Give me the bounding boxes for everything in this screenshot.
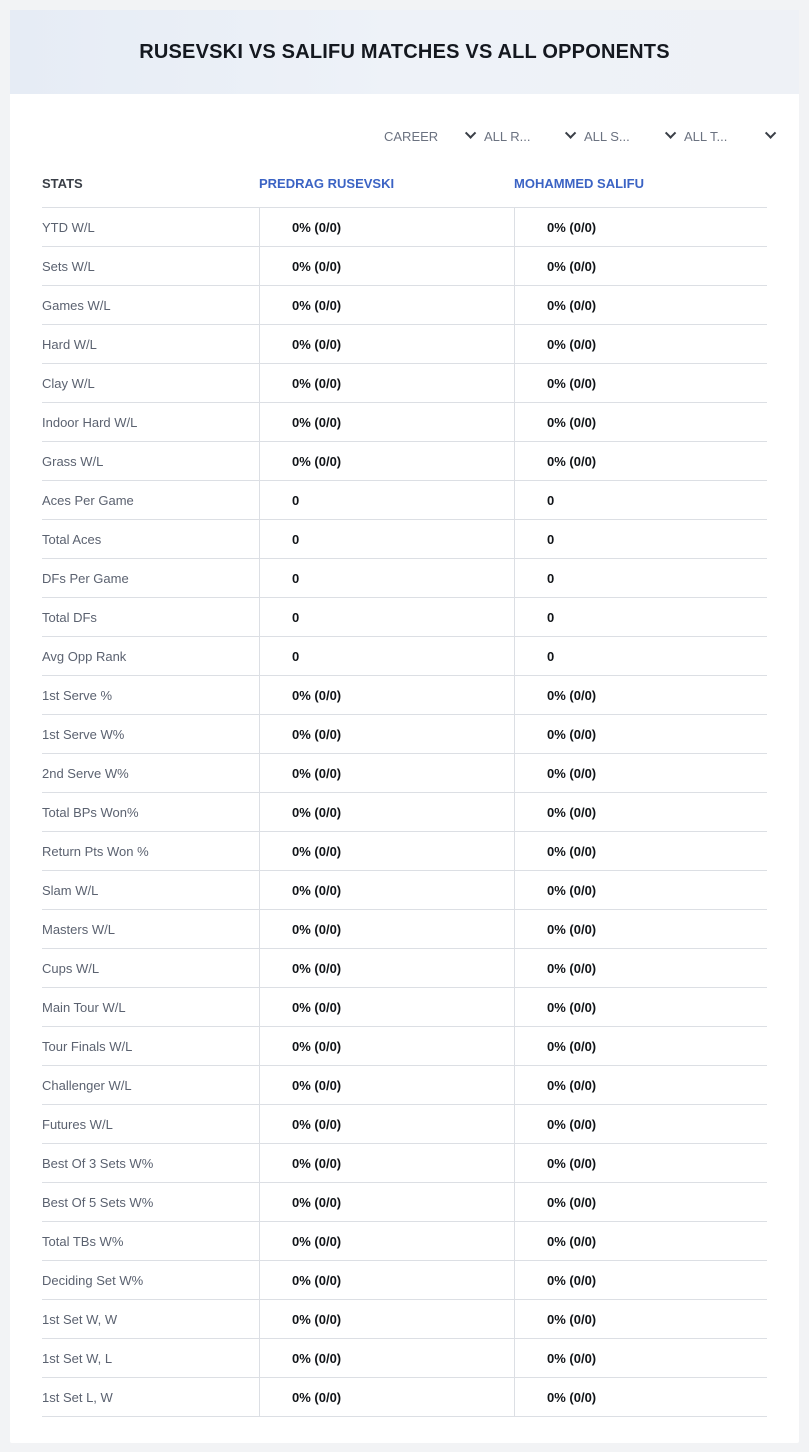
player1-stat-value: 0 [259, 598, 514, 636]
stat-label: Masters W/L [42, 921, 115, 937]
player1-stat-value: 0% (0/0) [259, 1222, 514, 1260]
player1-stat-value: 0% (0/0) [259, 442, 514, 480]
player1-stat-value: 0% (0/0) [259, 1066, 514, 1104]
player2-stat-value: 0% (0/0) [514, 1261, 767, 1299]
player1-stat-value: 0% (0/0) [259, 286, 514, 324]
filter-period-label: CAREER [384, 128, 439, 144]
filter-round-select[interactable] [482, 125, 582, 147]
stat-label: Cups W/L [42, 960, 100, 976]
table-row [42, 988, 767, 1027]
stat-label: 1st Set W, W [42, 1311, 118, 1327]
table-row [42, 286, 767, 325]
player1-stat-value: 0 [259, 637, 514, 675]
stat-label: Total TBs W% [42, 1233, 124, 1249]
player2-stat-value: 0% (0/0) [514, 1183, 767, 1221]
player1-stat-value: 0% (0/0) [259, 1300, 514, 1338]
player2-stat-value: 0% (0/0) [514, 1339, 767, 1377]
player1-stat-value: 0% (0/0) [259, 715, 514, 753]
stat-label: Deciding Set W% [42, 1272, 144, 1288]
filter-round-label: ALL R... [484, 128, 531, 144]
table-row [42, 871, 767, 910]
player1-stat-value: 0% (0/0) [259, 364, 514, 402]
stat-label: Challenger W/L [42, 1077, 132, 1093]
table-row [42, 754, 767, 793]
stat-label: 1st Serve % [42, 687, 113, 703]
player2-stat-value: 0% (0/0) [514, 1222, 767, 1260]
player1-stat-value: 0% (0/0) [259, 247, 514, 285]
table-row [42, 559, 767, 598]
table-row [42, 910, 767, 949]
stat-label: 2nd Serve W% [42, 765, 129, 781]
player1-column-header[interactable]: PREDRAG RUSEVSKI [259, 176, 395, 191]
table-row [42, 598, 767, 637]
player2-stat-value: 0% (0/0) [514, 676, 767, 714]
filter-surface-label: ALL S... [584, 128, 630, 144]
table-row [42, 208, 767, 247]
player1-stat-value: 0 [259, 481, 514, 519]
stat-label: Main Tour W/L [42, 999, 126, 1015]
stat-label: Clay W/L [42, 375, 95, 391]
stat-label: Aces Per Game [42, 492, 134, 508]
player2-stat-value: 0 [514, 637, 767, 675]
player1-stat-value: 0% (0/0) [259, 1339, 514, 1377]
stat-label: Sets W/L [42, 258, 95, 274]
table-row [42, 637, 767, 676]
player2-stat-value: 0 [514, 520, 767, 558]
table-row [42, 1261, 767, 1300]
stat-label: Total Aces [42, 531, 102, 547]
player1-stat-value: 0 [259, 520, 514, 558]
stat-label: Slam W/L [42, 882, 99, 898]
stat-label: Return Pts Won % [42, 843, 149, 859]
table-row [42, 1378, 767, 1417]
player2-stat-value: 0% (0/0) [514, 715, 767, 753]
table-row [42, 325, 767, 364]
stat-label: 1st Set L, W [42, 1389, 113, 1405]
table-row [42, 1066, 767, 1105]
filter-surface-select[interactable] [582, 125, 682, 147]
table-row [42, 1339, 767, 1378]
table-row [42, 1300, 767, 1339]
player2-stat-value: 0% (0/0) [514, 949, 767, 987]
player1-stat-value: 0% (0/0) [259, 793, 514, 831]
player2-stat-value: 0% (0/0) [514, 247, 767, 285]
table-row [42, 481, 767, 520]
player2-stat-value: 0% (0/0) [514, 871, 767, 909]
stat-label: Tour Finals W/L [42, 1038, 133, 1054]
stat-label: Games W/L [42, 297, 111, 313]
table-row [42, 403, 767, 442]
stat-label: Futures W/L [42, 1116, 113, 1132]
player1-stat-value: 0% (0/0) [259, 1027, 514, 1065]
player1-stat-value: 0% (0/0) [259, 754, 514, 792]
table-row [42, 949, 767, 988]
player2-stat-value: 0% (0/0) [514, 1144, 767, 1182]
table-row [42, 442, 767, 481]
player1-stat-value: 0% (0/0) [259, 1144, 514, 1182]
table-row [42, 520, 767, 559]
player1-stat-value: 0 [259, 559, 514, 597]
table-row [42, 1027, 767, 1066]
stat-label: Total BPs Won% [42, 804, 139, 820]
player2-stat-value: 0% (0/0) [514, 1027, 767, 1065]
filter-tournament-label: ALL T... [684, 128, 728, 144]
table-row [42, 1144, 767, 1183]
player1-stat-value: 0% (0/0) [259, 871, 514, 909]
player1-stat-value: 0% (0/0) [259, 676, 514, 714]
stat-label: Indoor Hard W/L [42, 414, 138, 430]
player2-stat-value: 0% (0/0) [514, 1378, 767, 1416]
player2-stat-value: 0% (0/0) [514, 286, 767, 324]
filter-bar [382, 125, 782, 147]
table-row [42, 364, 767, 403]
player2-stat-value: 0% (0/0) [514, 1105, 767, 1143]
chevron-down-icon [565, 128, 576, 139]
table-row [42, 1183, 767, 1222]
player1-stat-value: 0% (0/0) [259, 1105, 514, 1143]
stat-label: 1st Serve W% [42, 726, 125, 742]
player2-stat-value: 0% (0/0) [514, 325, 767, 363]
stat-label: Grass W/L [42, 453, 104, 469]
player2-stat-value: 0% (0/0) [514, 988, 767, 1026]
table-row [42, 793, 767, 832]
stat-label: Hard W/L [42, 336, 97, 352]
table-row [42, 715, 767, 754]
player2-stat-value: 0% (0/0) [514, 1300, 767, 1338]
table-row [42, 1222, 767, 1261]
player1-stat-value: 0% (0/0) [259, 949, 514, 987]
table-row [42, 247, 767, 286]
player2-stat-value: 0% (0/0) [514, 364, 767, 402]
chevron-down-icon [665, 128, 676, 139]
card-header [10, 10, 799, 94]
player1-stat-value: 0% (0/0) [259, 832, 514, 870]
stats-table [42, 160, 767, 1417]
stats-column-header: STATS [42, 176, 83, 191]
player1-stat-value: 0% (0/0) [259, 1183, 514, 1221]
player2-stat-value: 0% (0/0) [514, 1066, 767, 1104]
player2-column-header[interactable]: MOHAMMED SALIFU [514, 176, 644, 191]
table-body [42, 208, 767, 1417]
chevron-down-icon [765, 128, 776, 139]
table-row [42, 1105, 767, 1144]
stat-label: DFs Per Game [42, 570, 129, 586]
page-title: RUSEVSKI VS SALIFU MATCHES VS ALL OPPONENTS [139, 40, 670, 63]
player2-stat-value: 0 [514, 559, 767, 597]
player2-stat-value: 0% (0/0) [514, 832, 767, 870]
player1-stat-value: 0% (0/0) [259, 988, 514, 1026]
player2-stat-value: 0% (0/0) [514, 403, 767, 441]
stat-label: 1st Set W, L [42, 1350, 113, 1366]
stat-label: Total DFs [42, 609, 97, 625]
player1-stat-value: 0% (0/0) [259, 208, 514, 246]
player2-stat-value: 0 [514, 598, 767, 636]
player1-stat-value: 0% (0/0) [259, 325, 514, 363]
player1-stat-value: 0% (0/0) [259, 910, 514, 948]
table-row [42, 832, 767, 871]
stat-label: YTD W/L [42, 219, 95, 235]
stat-label: Best Of 3 Sets W% [42, 1155, 154, 1171]
player2-stat-value: 0% (0/0) [514, 442, 767, 480]
stat-label: Avg Opp Rank [42, 648, 127, 664]
stat-label: Best Of 5 Sets W% [42, 1194, 154, 1210]
chevron-down-icon [465, 128, 476, 139]
table-header [42, 160, 767, 208]
player1-stat-value: 0% (0/0) [259, 403, 514, 441]
player2-stat-value: 0% (0/0) [514, 754, 767, 792]
player2-stat-value: 0% (0/0) [514, 208, 767, 246]
filter-tournament-select[interactable] [682, 125, 782, 147]
stats-card [10, 10, 799, 1443]
player2-stat-value: 0% (0/0) [514, 910, 767, 948]
table-row [42, 676, 767, 715]
player1-stat-value: 0% (0/0) [259, 1261, 514, 1299]
player1-stat-value: 0% (0/0) [259, 1378, 514, 1416]
player2-stat-value: 0 [514, 481, 767, 519]
player2-stat-value: 0% (0/0) [514, 793, 767, 831]
filter-period-select[interactable] [382, 125, 482, 147]
